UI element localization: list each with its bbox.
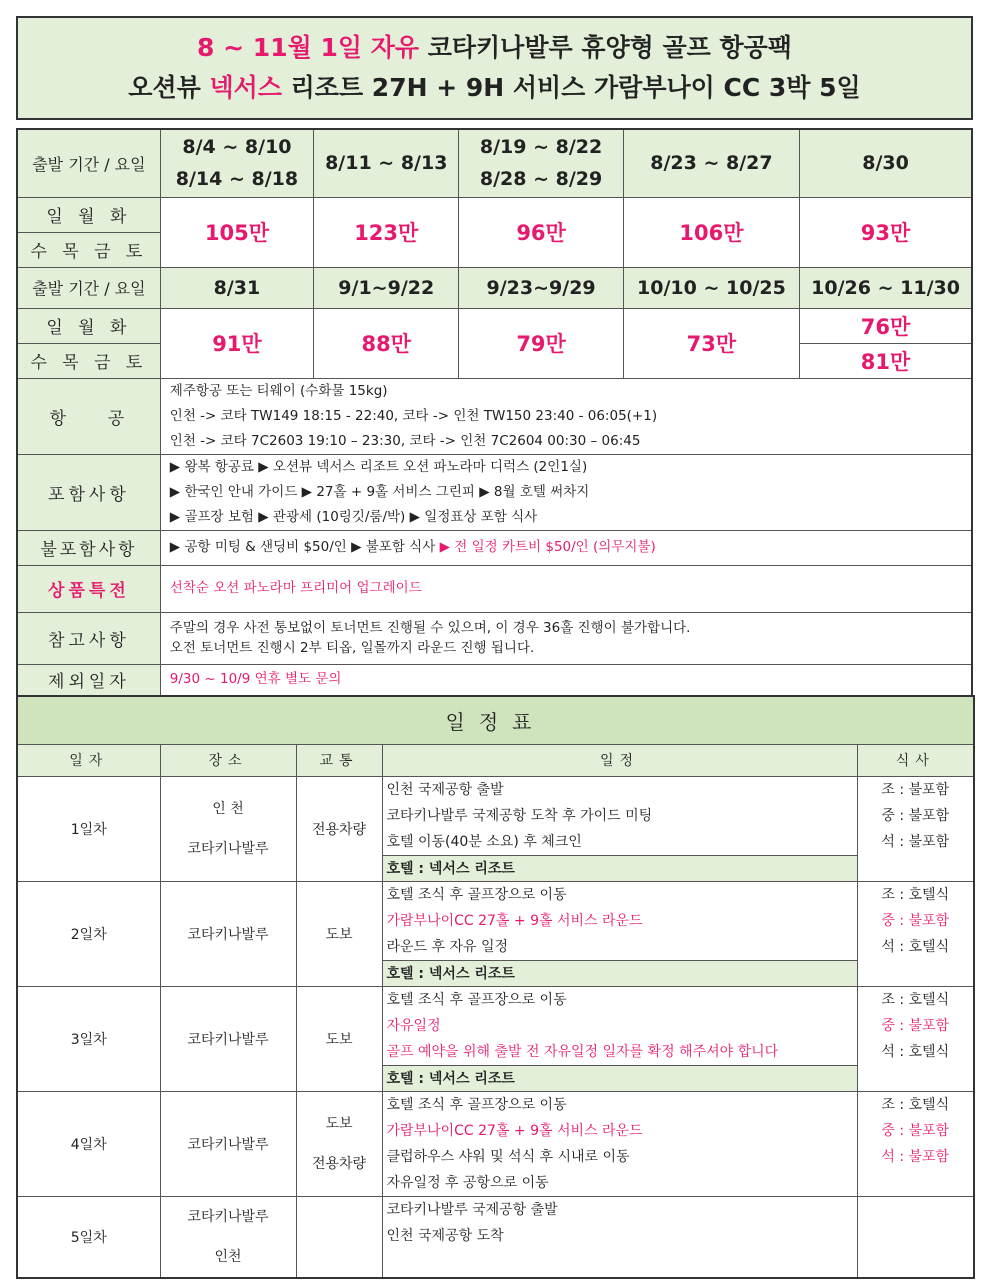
price-cell: 105만 xyxy=(160,197,313,267)
hotel-line: 호텔 : 넥서스 리조트 xyxy=(383,1065,857,1091)
exclude-info: ▶ 공항 미팅 & 샌딩비 $50/인 ▶ 불포함 식사 ▶ 전 일정 카트비 $50/인 (의무지불) xyxy=(160,530,972,565)
period-cell: 8/31 xyxy=(160,267,313,308)
col-header-transport: 교통 xyxy=(296,744,382,776)
period-cell: 8/19 ~ 8/22 8/28 ~ 8/29 xyxy=(459,129,623,197)
hotel-line: 호텔 : 넥서스 리조트 xyxy=(383,855,857,881)
period-cell: 9/23~9/29 xyxy=(459,267,623,308)
col-header-place: 장소 xyxy=(160,744,296,776)
except-info: 9/30 ~ 10/9 연휴 별도 문의 xyxy=(160,664,972,696)
place-cell: 코타키나발루 xyxy=(160,1091,296,1196)
include-label: 포함사항 xyxy=(17,454,160,530)
price-cell: 106만 xyxy=(623,197,799,267)
meal-cell: 조 : 호텔식 중 : 불포함 석 : 호텔식 xyxy=(857,986,974,1091)
col-header-day: 일자 xyxy=(17,744,160,776)
schedule-title: 일정표 xyxy=(17,696,974,744)
title-line-2 xyxy=(128,68,860,108)
schedule-row xyxy=(17,776,974,881)
day-label: 3일차 xyxy=(17,986,160,1091)
price-cell: 96만 xyxy=(459,197,623,267)
price-cell: 123만 xyxy=(314,197,459,267)
period-cell: 10/10 ~ 10/25 xyxy=(623,267,799,308)
place-cell: 인 천 코타키나발루 xyxy=(160,776,296,881)
schedule-table xyxy=(16,695,975,1279)
place-cell: 코타키나발루 xyxy=(160,986,296,1091)
period-cell: 8/23 ~ 8/27 xyxy=(623,129,799,197)
transport-cell xyxy=(296,1196,382,1278)
meal-cell: 조 : 호텔식 중 : 불포함 석 : 불포함 xyxy=(857,1091,974,1196)
price-cell: 93만 xyxy=(800,197,972,267)
period-label: 출발 기간 / 요일 xyxy=(17,129,160,197)
exclude-label: 불포함사항 xyxy=(17,530,160,565)
itinerary-cell: 호텔 조식 후 골프장으로 이동 자유일정 골프 예약을 위해 출발 전 자유일정 일자를 확정 해주셔야 합니다 호텔 : 넥서스 리조트 xyxy=(382,986,857,1091)
period-label: 출발 기간 / 요일 xyxy=(17,267,160,308)
title-product: 코타키나발루 휴양형 골프 항공팩 xyxy=(427,33,792,62)
note-label: 참고사항 xyxy=(17,612,160,664)
special-info: 선착순 오션 파노라마 프리미어 업그레이드 xyxy=(160,565,972,612)
price-cell-weekend: 81만 xyxy=(800,343,972,378)
title-dates: 8 ~ 11월 1일 자유 xyxy=(197,33,419,62)
period-cell: 10/26 ~ 11/30 xyxy=(800,267,972,308)
price-cell: 91만 xyxy=(160,308,313,378)
title-resort: 리조트 27H + 9H 서비스 가람부나이 CC 3박 5일 xyxy=(290,73,861,102)
meal-cell xyxy=(857,1196,974,1278)
transport-cell: 도보 xyxy=(296,881,382,986)
schedule-row xyxy=(17,1196,974,1278)
day-label: 5일차 xyxy=(17,1196,160,1278)
period-cell: 8/30 xyxy=(800,129,972,197)
include-info: ▶ 왕복 항공료 ▶ 오션뷰 넥서스 리조트 오션 파노라마 디럭스 (2인1실) ▶ 한국인 안내 가이드 ▶ 27홀 + 9홀 서비스 그린피 ▶ 8월 호텔 써차지 ▶ 골프장 보험 ▶ 관광세 (10링깃/룸/박) ▶ 일정표상 포함 식사 xyxy=(160,454,972,530)
place-cell: 코타키나발루 xyxy=(160,881,296,986)
itinerary-cell: 코타키나발루 국제공항 출발 인천 국제공항 도착 xyxy=(382,1196,857,1278)
except-label: 제외일자 xyxy=(17,664,160,696)
day-label: 2일차 xyxy=(17,881,160,986)
schedule-row xyxy=(17,986,974,1091)
transport-cell: 도보 xyxy=(296,986,382,1091)
note-info: 주말의 경우 사전 통보없이 토너먼트 진행될 수 있으며, 이 경우 36홀 진행이 불가합니다. 오전 토너먼트 진행시 2부 티옵, 일몰까지 라운드 진행 됩니다. xyxy=(160,612,972,664)
meal-cell: 조 : 불포함 중 : 불포함 석 : 불포함 xyxy=(857,776,974,881)
price-cell: 88만 xyxy=(314,308,459,378)
schedule-row xyxy=(17,881,974,986)
day-label: 4일차 xyxy=(17,1091,160,1196)
itinerary-cell: 호텔 조식 후 골프장으로 이동 가람부나이CC 27홀 + 9홀 서비스 라운드 라운드 후 자유 일정 호텔 : 넥서스 리조트 xyxy=(382,881,857,986)
price-table xyxy=(16,128,973,697)
hotel-line: 호텔 : 넥서스 리조트 xyxy=(383,960,857,986)
period-cell: 8/11 ~ 8/13 xyxy=(314,129,459,197)
title-line-1 xyxy=(197,28,792,68)
transport-cell: 도보 전용차량 xyxy=(296,1091,382,1196)
col-header-meals: 식사 xyxy=(857,744,974,776)
weekend-label: 수 목 금 토 xyxy=(17,232,160,267)
weekend-label: 수 목 금 토 xyxy=(17,343,160,378)
price-cell-weekday: 76만 xyxy=(800,308,972,343)
title-nexus: 넥서스 xyxy=(209,73,282,102)
meal-cell: 조 : 호텔식 중 : 불포함 석 : 호텔식 xyxy=(857,881,974,986)
title-oceanview: 오션뷰 xyxy=(128,73,201,102)
weekday-label: 일 월 화 xyxy=(17,308,160,343)
schedule-row xyxy=(17,1091,974,1196)
place-cell: 코타키나발루 인천 xyxy=(160,1196,296,1278)
period-cell: 9/1~9/22 xyxy=(314,267,459,308)
itinerary-cell: 인천 국제공항 출발 코타키나발루 국제공항 도착 후 가이드 미팅 호텔 이동(40분 소요) 후 체크인 호텔 : 넥서스 리조트 xyxy=(382,776,857,881)
transport-cell: 전용차량 xyxy=(296,776,382,881)
itinerary-cell: 호텔 조식 후 골프장으로 이동 가람부나이CC 27홀 + 9홀 서비스 라운드 클럽하우스 샤워 및 석식 후 시내로 이동 자유일정 후 공항으로 이동 xyxy=(382,1091,857,1196)
weekday-label: 일 월 화 xyxy=(17,197,160,232)
day-label: 1일차 xyxy=(17,776,160,881)
period-cell: 8/4 ~ 8/10 8/14 ~ 8/18 xyxy=(160,129,313,197)
price-cell: 73만 xyxy=(623,308,799,378)
title-banner xyxy=(16,16,973,120)
col-header-itinerary: 일정 xyxy=(382,744,857,776)
flight-label: 항 공 xyxy=(17,378,160,454)
price-cell: 79만 xyxy=(459,308,623,378)
flight-info: 제주항공 또는 티웨이 (수화물 15kg) 인천 -> 코타 TW149 18:15 - 22:40, 코타 -> 인천 TW150 23:40 - 06:05(+1) 인천 -> 코타 7C2603 19:10 – 23:30, 코타 -> 인천 7C2604 00:30 – 06:45 xyxy=(160,378,972,454)
special-label: 상품특전 xyxy=(17,565,160,612)
